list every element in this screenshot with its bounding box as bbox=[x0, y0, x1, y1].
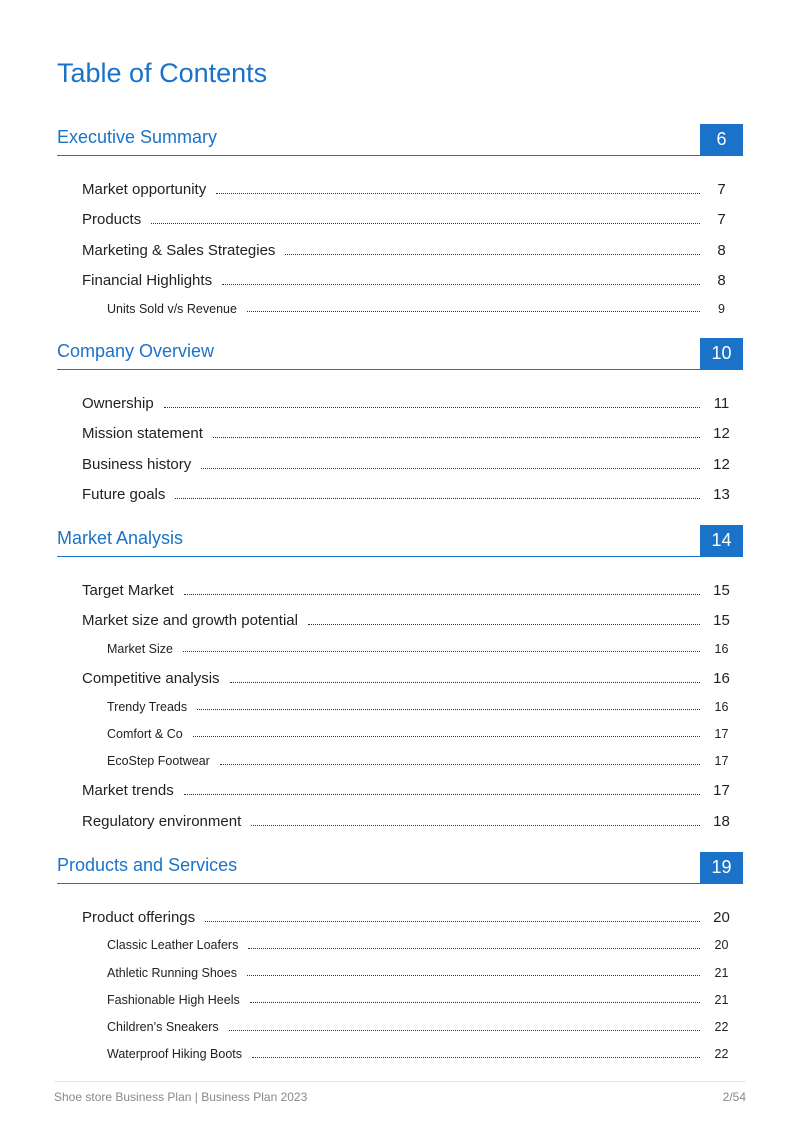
toc-subentry[interactable] bbox=[57, 692, 743, 719]
toc-section-products-and-services bbox=[57, 852, 743, 1067]
toc-entry-label[interactable]: Trendy Treads bbox=[107, 699, 188, 714]
toc-entry-label[interactable]: Product offerings bbox=[82, 908, 196, 926]
toc-entry[interactable] bbox=[57, 774, 743, 805]
toc-entry-label[interactable]: Market size and growth potential bbox=[82, 612, 298, 629]
toc-subentry[interactable] bbox=[57, 985, 743, 1012]
section-title[interactable]: Market Analysis bbox=[57, 528, 184, 548]
toc-entry-label[interactable]: Waterproof Hiking Boots bbox=[107, 1047, 243, 1062]
dot-leader bbox=[193, 736, 700, 737]
dot-leader bbox=[230, 682, 700, 683]
toc-entry-label[interactable]: Financial Highlights bbox=[82, 272, 213, 289]
toc-entry-page: 17 bbox=[713, 782, 730, 800]
dot-leader bbox=[201, 468, 700, 469]
section-header[interactable] bbox=[57, 124, 743, 156]
section-page-badge: 14 bbox=[700, 525, 743, 556]
dot-leader bbox=[222, 284, 700, 285]
toc-entry-page: 22 bbox=[714, 1020, 729, 1035]
dot-leader bbox=[164, 407, 700, 408]
toc-entry-page: 16 bbox=[714, 641, 729, 656]
dot-leader bbox=[308, 624, 700, 625]
toc-entry-label[interactable]: Competitive analysis bbox=[82, 669, 220, 687]
toc-entry-page: 20 bbox=[713, 908, 730, 926]
toc-entry[interactable] bbox=[57, 447, 743, 478]
footer-page-number: 2/54 bbox=[722, 1090, 746, 1104]
toc-entry-page: 12 bbox=[713, 455, 730, 473]
toc-entry-page: 15 bbox=[713, 612, 730, 629]
toc-entry-label[interactable]: Fashionable High Heels bbox=[107, 992, 240, 1007]
toc-entry-label[interactable]: Future goals bbox=[82, 486, 166, 503]
toc-entry[interactable] bbox=[57, 233, 743, 264]
section-header[interactable] bbox=[57, 338, 743, 370]
dot-leader bbox=[205, 921, 700, 922]
toc-entries bbox=[57, 172, 743, 321]
toc-subentry[interactable] bbox=[57, 294, 743, 321]
toc-entry-label[interactable]: Athletic Running Shoes bbox=[107, 965, 237, 980]
dot-leader bbox=[250, 1002, 700, 1003]
toc-entry-page: 9 bbox=[718, 301, 725, 316]
dot-leader bbox=[197, 709, 700, 710]
toc-entry-page: 7 bbox=[717, 211, 726, 228]
section-header[interactable] bbox=[57, 852, 743, 884]
toc-entry-label[interactable]: Target Market bbox=[82, 581, 174, 599]
toc-entry[interactable] bbox=[57, 604, 743, 635]
toc-entry-label[interactable]: Market opportunity bbox=[82, 180, 207, 198]
toc-entry[interactable] bbox=[57, 203, 743, 234]
toc-entry-page: 13 bbox=[713, 486, 730, 503]
toc-entry-label[interactable]: Products bbox=[82, 211, 142, 228]
toc-entry-label[interactable]: Business history bbox=[82, 455, 192, 473]
section-page-badge: 6 bbox=[700, 124, 743, 155]
toc-entry[interactable] bbox=[57, 573, 743, 604]
section-title[interactable]: Executive Summary bbox=[57, 127, 218, 147]
toc-entry-page: 8 bbox=[717, 272, 726, 289]
toc-entries bbox=[57, 386, 743, 508]
toc-entry-page: 15 bbox=[713, 581, 730, 599]
page-title: Table of Contents bbox=[57, 58, 268, 88]
dot-leader bbox=[248, 948, 700, 949]
dot-leader bbox=[184, 794, 700, 795]
toc-entry-page: 21 bbox=[714, 992, 729, 1007]
section-page-badge: 19 bbox=[700, 852, 743, 883]
toc-entry[interactable] bbox=[57, 804, 743, 835]
page-footer bbox=[54, 1081, 746, 1104]
toc-entry-label[interactable]: Ownership bbox=[82, 394, 154, 412]
dot-leader bbox=[229, 1030, 700, 1031]
toc-subentry[interactable] bbox=[57, 1040, 743, 1067]
toc-entry-page: 18 bbox=[713, 812, 730, 830]
dot-leader bbox=[183, 651, 700, 652]
toc-section-executive-summary bbox=[57, 124, 743, 321]
toc-entry-page: 20 bbox=[714, 938, 729, 953]
toc-subentry[interactable] bbox=[57, 719, 743, 746]
toc-entry-label[interactable]: Children’s Sneakers bbox=[107, 1020, 219, 1035]
toc-entry-page: 8 bbox=[717, 241, 726, 259]
section-title[interactable]: Products and Services bbox=[57, 855, 238, 875]
toc-section-company-overview bbox=[57, 338, 743, 508]
toc-entry[interactable] bbox=[57, 264, 743, 295]
section-page-badge: 10 bbox=[700, 338, 743, 369]
toc-entry-page: 22 bbox=[714, 1047, 729, 1062]
toc-entry-page: 17 bbox=[714, 754, 729, 769]
footer-document-title: Shoe store Business Plan | Business Plan 2023 bbox=[54, 1090, 308, 1104]
dot-leader bbox=[247, 975, 700, 976]
section-title[interactable]: Company Overview bbox=[57, 341, 215, 361]
toc-subentry[interactable] bbox=[57, 1012, 743, 1039]
toc-entry-page: 21 bbox=[714, 965, 729, 980]
toc-subentry[interactable] bbox=[57, 746, 743, 773]
toc-section-market-analysis bbox=[57, 525, 743, 835]
toc-entries bbox=[57, 900, 743, 1067]
toc-entry-page: 12 bbox=[713, 425, 730, 442]
toc-entry-label[interactable]: Marketing & Sales Strategies bbox=[82, 241, 276, 259]
toc-subentry[interactable] bbox=[57, 931, 743, 958]
dot-leader bbox=[285, 254, 700, 255]
dot-leader bbox=[252, 1057, 700, 1058]
toc-subentry[interactable] bbox=[57, 958, 743, 985]
toc-entry[interactable] bbox=[57, 900, 743, 931]
toc-entry-label[interactable]: Market Size bbox=[107, 641, 173, 656]
toc-entries bbox=[57, 573, 743, 835]
dot-leader bbox=[184, 594, 700, 595]
toc-entry[interactable] bbox=[57, 417, 743, 448]
toc-entry-page: 11 bbox=[713, 394, 730, 412]
toc-entry-label[interactable]: Units Sold v/s Revenue bbox=[107, 301, 237, 316]
dot-leader bbox=[151, 223, 700, 224]
section-header[interactable] bbox=[57, 525, 743, 557]
dot-leader bbox=[220, 764, 700, 765]
toc-entry-page: 16 bbox=[713, 669, 730, 687]
toc-entry-label[interactable]: Classic Leather Loafers bbox=[107, 938, 239, 953]
dot-leader bbox=[247, 311, 700, 312]
toc-entry-label[interactable]: Regulatory environment bbox=[82, 812, 242, 830]
toc-subentry[interactable] bbox=[57, 634, 743, 661]
toc-entry-label[interactable]: Comfort & Co bbox=[107, 726, 183, 741]
dot-leader bbox=[175, 498, 700, 499]
toc-entry[interactable] bbox=[57, 661, 743, 692]
toc-entry[interactable] bbox=[57, 172, 743, 203]
toc-entry-page: 16 bbox=[714, 699, 729, 714]
toc-entry[interactable] bbox=[57, 386, 743, 417]
toc-entry-label[interactable]: Mission statement bbox=[82, 425, 203, 442]
toc-entry-label[interactable]: EcoStep Footwear bbox=[107, 754, 210, 769]
dot-leader bbox=[216, 193, 700, 194]
dot-leader bbox=[251, 825, 700, 826]
toc-entry-page: 7 bbox=[717, 180, 726, 198]
toc-entry[interactable] bbox=[57, 478, 743, 509]
toc-entry-label[interactable]: Market trends bbox=[82, 782, 174, 800]
toc-entry-page: 17 bbox=[714, 726, 729, 741]
dot-leader bbox=[213, 437, 700, 438]
